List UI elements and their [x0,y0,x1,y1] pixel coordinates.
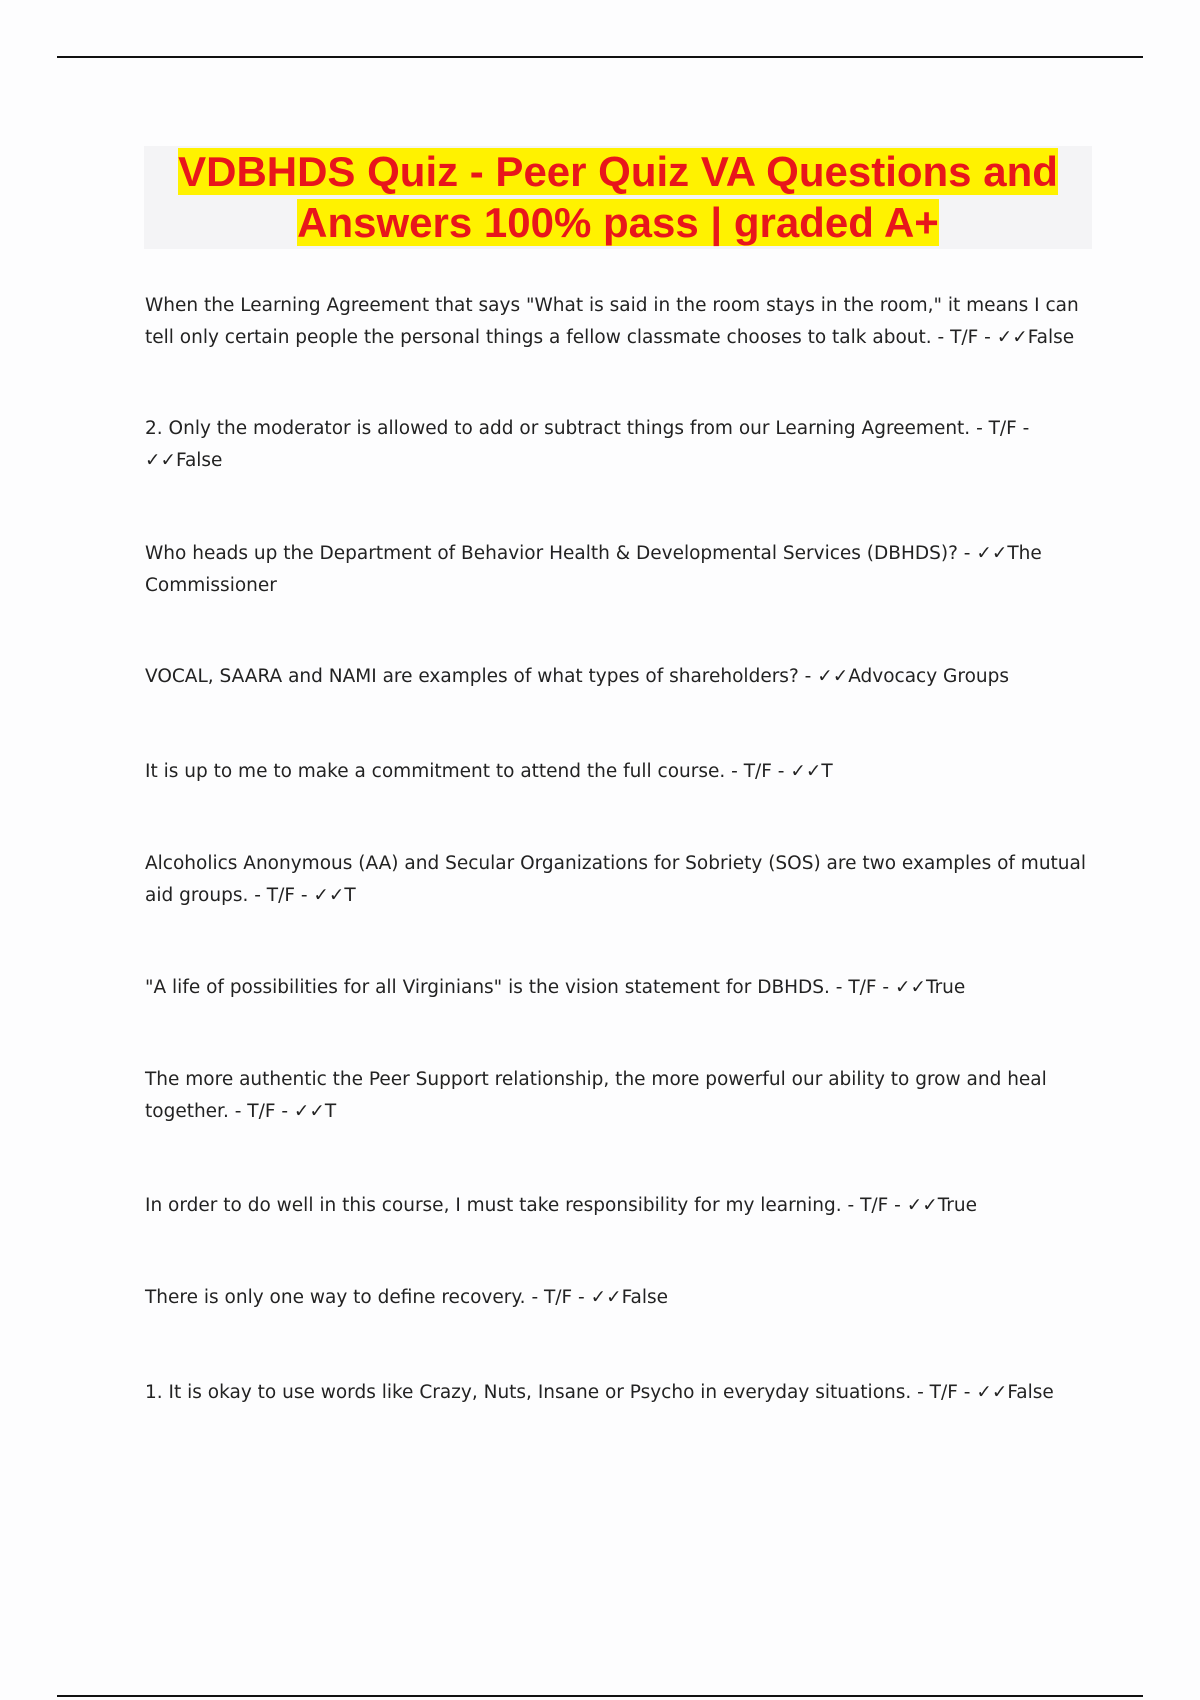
answer-text: ✓✓T [790,761,833,782]
question-text: It is up to me to make a commitment to attend the full course. - T/F - [145,761,791,782]
qa-item-5 [145,756,1095,788]
question-text: 2. Only the moderator is allowed to add or subtract things from our Learning Agreement. - T/F - [145,418,1030,439]
qa-item-11 [145,1377,1095,1409]
qa-item-7 [145,972,1095,1004]
document-title-line-2: Answers 100% pass | graded A+ [297,199,939,246]
question-text: "A life of possibilities for all Virginians" is the vision statement for DBHDS. - T/F - [145,977,895,998]
question-text: In order to do well in this course, I must take responsibility for my learning. - T/F - [145,1195,907,1216]
bottom-rule [57,1695,1143,1697]
qa-item-4 [145,661,1095,693]
top-rule [57,56,1143,58]
question-text: Who heads up the Department of Behavior Health & Developmental Services (DBHDS)? - [145,543,977,564]
question-text: There is only one way to define recovery. - T/F - [145,1287,591,1308]
answer-text: ✓✓True [894,977,966,998]
title-block [144,146,1092,249]
question-text: 1. It is okay to use words like Crazy, Nuts, Insane or Psycho in everyday situations. - T/F - [145,1382,977,1403]
question-text: The more authentic the Peer Support relationship, the more powerful our ability to grow and heal together. - T/F - [145,1069,1047,1122]
question-text: VOCAL, SAARA and NAMI are examples of what types of shareholders? - [145,666,818,687]
answer-text: ✓✓T [293,1101,337,1122]
answer-text: ✓✓T [313,885,356,906]
answer-text: ✓✓Advocacy Groups [817,666,1010,687]
answer-text: ✓✓False [976,1382,1054,1403]
answer-text: ✓✓False [590,1287,669,1308]
answer-text: ✓✓False [996,327,1075,348]
question-text: When the Learning Agreement that says "What is said in the room stays in the room," it means I can tell only certain people the personal things a fellow classmate chooses to talk about. - T/F - [145,295,1079,348]
answer-text: ✓✓False [145,450,223,471]
qa-item-3 [145,538,1095,602]
qa-item-9 [145,1190,1095,1222]
qa-item-8 [145,1064,1095,1128]
answer-text: ✓✓True [906,1195,977,1216]
answer-text: ✓✓The Commissioner [145,543,1042,596]
question-text: Alcoholics Anonymous (AA) and Secular Organizations for Sobriety (SOS) are two examples of mutual aid groups. - T/F - [145,853,1086,906]
qa-item-6 [145,848,1095,912]
document-title-line-1: VDBHDS Quiz - Peer Quiz VA Questions and [178,148,1058,195]
qa-item-2 [145,413,1095,477]
qa-item-10 [145,1282,1095,1314]
qa-item-1 [145,290,1095,354]
